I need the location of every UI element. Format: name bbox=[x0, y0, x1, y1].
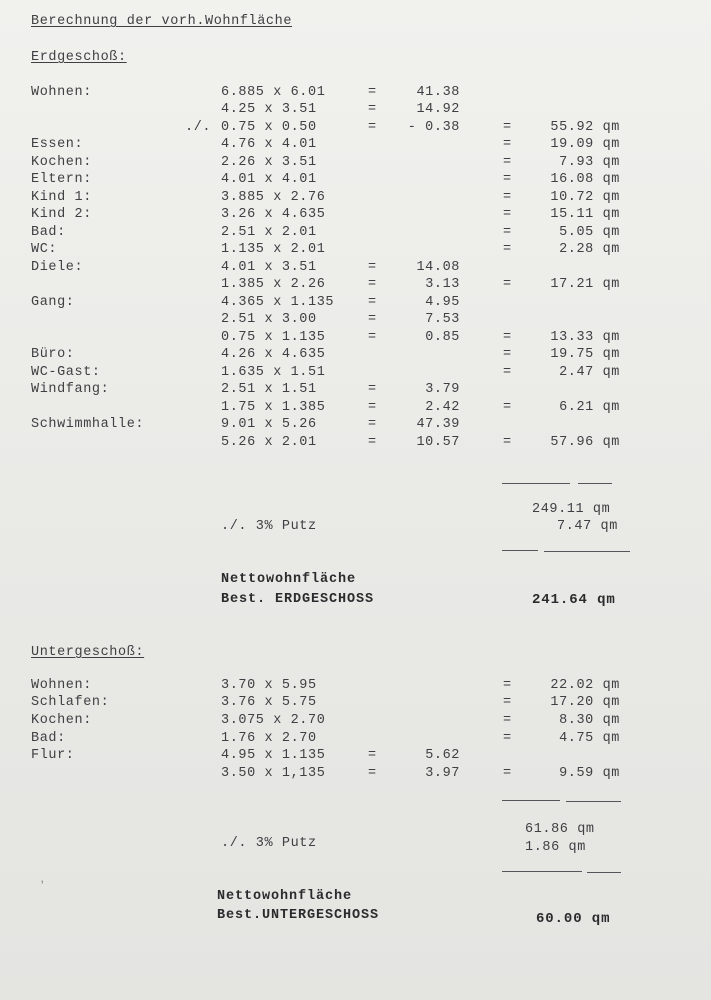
equals-sign: = bbox=[368, 417, 377, 432]
erdgeschoss-net-value: 241.64 qm bbox=[532, 592, 616, 608]
untergeschoss-net-label-2: Best.UNTERGESCHOSS bbox=[217, 908, 380, 923]
dimension-calc: 4.76 x 4.01 bbox=[221, 137, 317, 152]
room-label: Flur: bbox=[31, 748, 75, 763]
room-label: Eltern: bbox=[31, 172, 92, 187]
equals-sign: = bbox=[368, 102, 377, 117]
dimension-calc: 3.26 x 4.635 bbox=[221, 207, 326, 222]
equals-sign: = bbox=[503, 207, 512, 222]
partial-area: 41.38 bbox=[416, 85, 460, 100]
room-area: 9.59 qm bbox=[559, 766, 620, 781]
room-area: 2.28 qm bbox=[559, 242, 620, 257]
dimension-calc: 2.26 x 3.51 bbox=[221, 155, 317, 170]
equals-sign: = bbox=[503, 242, 512, 257]
pen-mark: ʼ bbox=[38, 880, 47, 896]
equals-sign: = bbox=[503, 400, 512, 415]
dimension-calc: 4.26 x 4.635 bbox=[221, 347, 326, 362]
partial-area: 4.95 bbox=[425, 295, 460, 310]
room-label: Schwimmhalle: bbox=[31, 417, 145, 432]
partial-area: 2.42 bbox=[425, 400, 460, 415]
room-area: 17.20 qm bbox=[550, 695, 620, 710]
equals-sign: = bbox=[368, 400, 377, 415]
dimension-calc: 3.76 x 5.75 bbox=[221, 695, 317, 710]
room-area: 15.11 qm bbox=[550, 207, 620, 222]
equals-sign: = bbox=[368, 312, 377, 327]
room-area: 16.08 qm bbox=[550, 172, 620, 187]
room-label: Kochen: bbox=[31, 713, 92, 728]
dimension-calc: 0.75 x 1.135 bbox=[221, 330, 326, 345]
partial-area: 14.92 bbox=[416, 102, 460, 117]
dimension-calc: 3.50 x 1,135 bbox=[221, 766, 326, 781]
deduction-marker: ./. bbox=[185, 120, 212, 135]
dimension-calc: 1.76 x 2.70 bbox=[221, 731, 317, 746]
untergeschoss-net-label-1: Nettowohnfläche bbox=[217, 889, 353, 904]
sum-line bbox=[502, 871, 582, 872]
dimension-calc: 5.26 x 2.01 bbox=[221, 435, 317, 450]
equals-sign: = bbox=[503, 766, 512, 781]
equals-sign: = bbox=[503, 678, 512, 693]
sum-line bbox=[502, 550, 538, 551]
dimension-calc: 4.365 x 1.135 bbox=[221, 295, 335, 310]
room-area: 13.33 qm bbox=[550, 330, 620, 345]
erdgeschoss-net-label-1: Nettowohnfläche bbox=[221, 572, 357, 587]
sum-line bbox=[502, 483, 570, 484]
dimension-calc: 0.75 x 0.50 bbox=[221, 120, 317, 135]
sum-line bbox=[578, 483, 612, 484]
equals-sign: = bbox=[503, 137, 512, 152]
room-area: 5.05 qm bbox=[559, 225, 620, 240]
sum-line bbox=[587, 872, 621, 873]
document-title: Berechnung der vorh.Wohnfläche bbox=[31, 14, 293, 29]
untergeschoss-putz-value: 1.86 qm bbox=[525, 840, 586, 855]
dimension-calc: 1.385 x 2.26 bbox=[221, 277, 326, 292]
room-area: 10.72 qm bbox=[550, 190, 620, 205]
room-area: 8.30 qm bbox=[559, 713, 620, 728]
room-label: Bad: bbox=[31, 731, 66, 746]
equals-sign: = bbox=[368, 435, 377, 450]
equals-sign: = bbox=[368, 382, 377, 397]
room-area: 22.02 qm bbox=[550, 678, 620, 693]
room-label: WC: bbox=[31, 242, 58, 257]
dimension-calc: 3.885 x 2.76 bbox=[221, 190, 326, 205]
dimension-calc: 4.95 x 1.135 bbox=[221, 748, 326, 763]
room-label: Essen: bbox=[31, 137, 84, 152]
room-area: 57.96 qm bbox=[550, 435, 620, 450]
partial-area: 3.97 bbox=[425, 766, 460, 781]
section-heading-erdgeschoss: Erdgeschoß: bbox=[31, 50, 127, 65]
equals-sign: = bbox=[503, 120, 512, 135]
dimension-calc: 3.70 x 5.95 bbox=[221, 678, 317, 693]
untergeschoss-net-value: 60.00 qm bbox=[536, 911, 611, 927]
room-area: 55.92 qm bbox=[550, 120, 620, 135]
section-heading-untergeschoss: Untergeschoß: bbox=[31, 645, 145, 660]
sum-line bbox=[502, 800, 560, 801]
equals-sign: = bbox=[503, 225, 512, 240]
dimension-calc: 6.885 x 6.01 bbox=[221, 85, 326, 100]
room-area: 6.21 qm bbox=[559, 400, 620, 415]
room-label: Wohnen: bbox=[31, 85, 92, 100]
dimension-calc: 1.75 x 1.385 bbox=[221, 400, 326, 415]
dimension-calc: 2.51 x 2.01 bbox=[221, 225, 317, 240]
partial-area: 10.57 bbox=[416, 435, 460, 450]
dimension-calc: 4.25 x 3.51 bbox=[221, 102, 317, 117]
room-label: Kind 1: bbox=[31, 190, 92, 205]
dimension-calc: 1.135 x 2.01 bbox=[221, 242, 326, 257]
room-label: Bad: bbox=[31, 225, 66, 240]
sum-line bbox=[544, 551, 630, 552]
dimension-calc: 3.075 x 2.70 bbox=[221, 713, 326, 728]
partial-area: 14.08 bbox=[416, 260, 460, 275]
equals-sign: = bbox=[368, 85, 377, 100]
partial-area: 3.79 bbox=[425, 382, 460, 397]
room-label: WC-Gast: bbox=[31, 365, 101, 380]
equals-sign: = bbox=[503, 347, 512, 362]
partial-area: 7.53 bbox=[425, 312, 460, 327]
equals-sign: = bbox=[503, 695, 512, 710]
room-area: 4.75 qm bbox=[559, 731, 620, 746]
room-label: Diele: bbox=[31, 260, 84, 275]
equals-sign: = bbox=[368, 120, 377, 135]
dimension-calc: 4.01 x 4.01 bbox=[221, 172, 317, 187]
dimension-calc: 9.01 x 5.26 bbox=[221, 417, 317, 432]
untergeschoss-subtotal: 61.86 qm bbox=[525, 822, 595, 837]
equals-sign: = bbox=[503, 731, 512, 746]
partial-area: 5.62 bbox=[425, 748, 460, 763]
erdgeschoss-putz-value: 7.47 qm bbox=[557, 519, 618, 534]
room-area: 19.75 qm bbox=[550, 347, 620, 362]
room-label: Gang: bbox=[31, 295, 75, 310]
partial-area: 3.13 bbox=[425, 277, 460, 292]
room-area: 7.93 qm bbox=[559, 155, 620, 170]
room-label: Wohnen: bbox=[31, 678, 92, 693]
erdgeschoss-subtotal: 249.11 qm bbox=[532, 502, 611, 517]
room-label: Windfang: bbox=[31, 382, 110, 397]
room-label: Kochen: bbox=[31, 155, 92, 170]
equals-sign: = bbox=[503, 365, 512, 380]
room-area: 19.09 qm bbox=[550, 137, 620, 152]
equals-sign: = bbox=[368, 748, 377, 763]
equals-sign: = bbox=[503, 330, 512, 345]
equals-sign: = bbox=[503, 190, 512, 205]
equals-sign: = bbox=[503, 277, 512, 292]
dimension-calc: 2.51 x 3.00 bbox=[221, 312, 317, 327]
partial-area: - 0.38 bbox=[407, 120, 460, 135]
room-area: 17.21 qm bbox=[550, 277, 620, 292]
equals-sign: = bbox=[368, 330, 377, 345]
dimension-calc: 4.01 x 3.51 bbox=[221, 260, 317, 275]
room-area: 2.47 qm bbox=[559, 365, 620, 380]
equals-sign: = bbox=[368, 260, 377, 275]
partial-area: 47.39 bbox=[416, 417, 460, 432]
partial-area: 0.85 bbox=[425, 330, 460, 345]
dimension-calc: 1.635 x 1.51 bbox=[221, 365, 326, 380]
sum-line bbox=[566, 801, 621, 802]
dimension-calc: 2.51 x 1.51 bbox=[221, 382, 317, 397]
room-label: Schlafen: bbox=[31, 695, 110, 710]
room-label: Kind 2: bbox=[31, 207, 92, 222]
equals-sign: = bbox=[368, 277, 377, 292]
erdgeschoss-net-label-2: Best. ERDGESCHOSS bbox=[221, 592, 375, 607]
equals-sign: = bbox=[368, 766, 377, 781]
erdgeschoss-putz-label: ./. 3% Putz bbox=[221, 519, 317, 534]
room-label: Büro: bbox=[31, 347, 75, 362]
equals-sign: = bbox=[503, 155, 512, 170]
equals-sign: = bbox=[503, 713, 512, 728]
equals-sign: = bbox=[503, 172, 512, 187]
equals-sign: = bbox=[368, 295, 377, 310]
untergeschoss-putz-label: ./. 3% Putz bbox=[221, 836, 317, 851]
equals-sign: = bbox=[503, 435, 512, 450]
